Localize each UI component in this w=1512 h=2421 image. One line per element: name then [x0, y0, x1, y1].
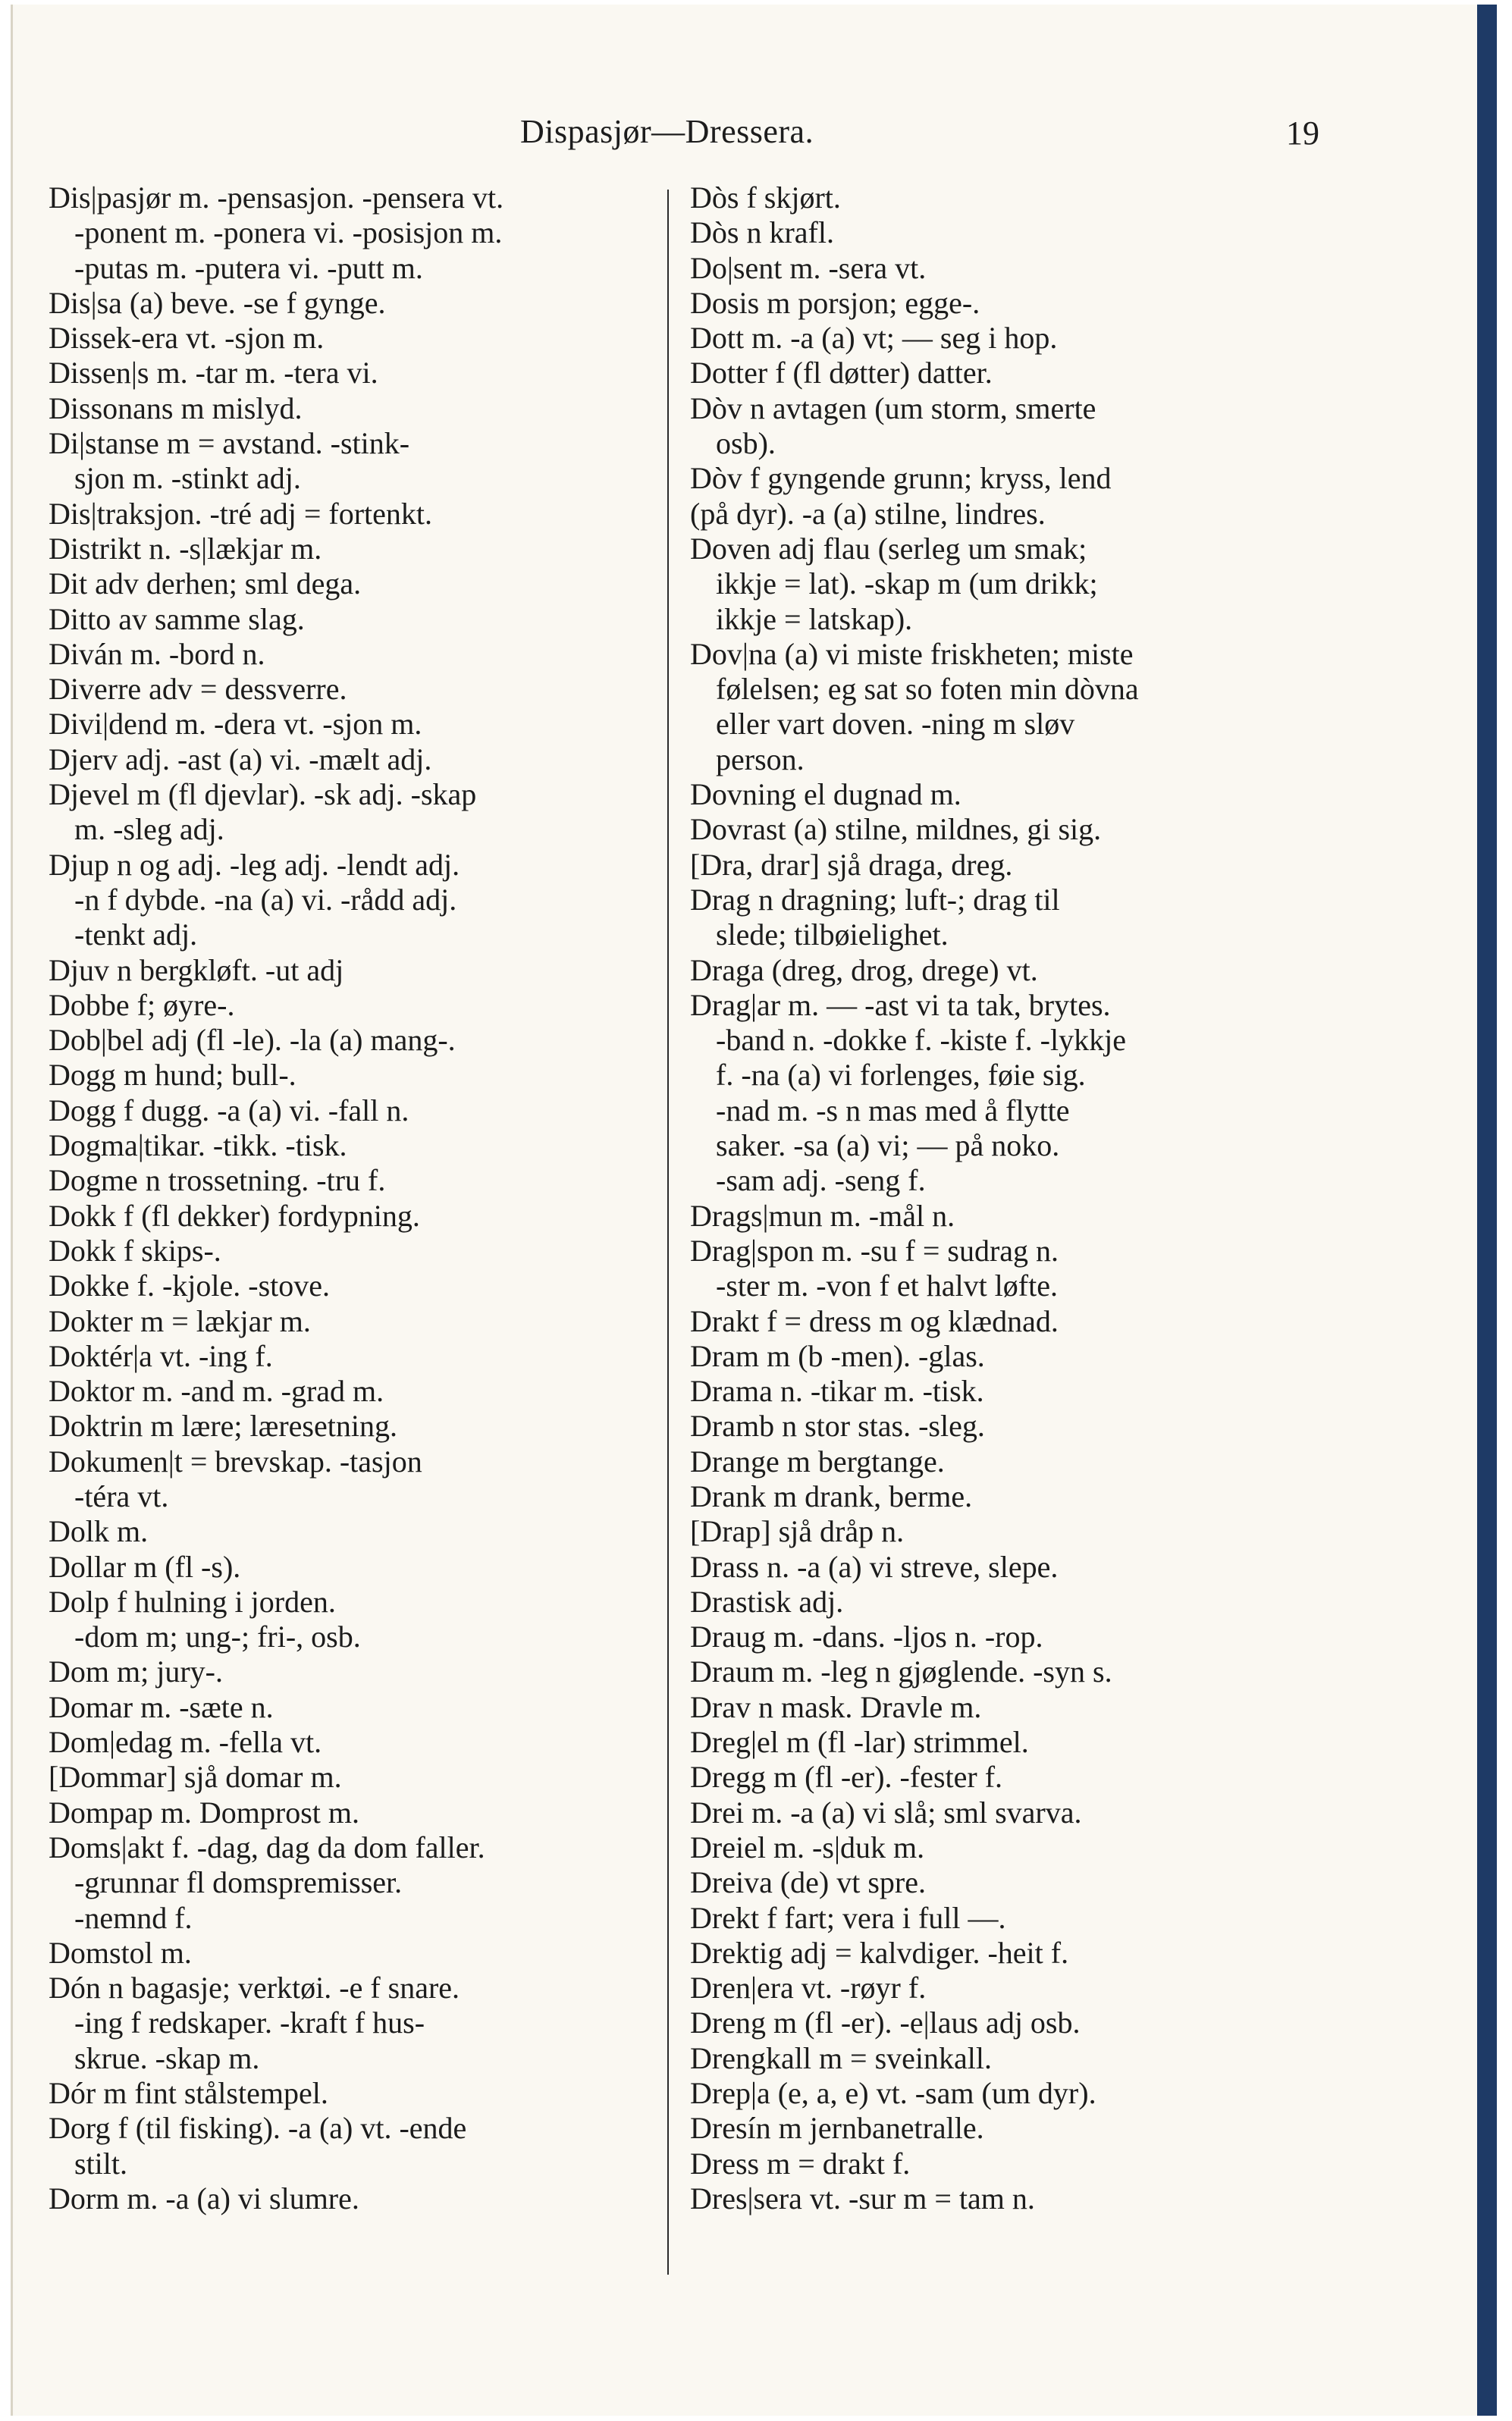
entry-line: Diverre adv = dessverre. [49, 672, 347, 707]
entry-line: Drei m. -a (a) vi slå; sml svarva. [690, 1795, 1082, 1830]
entry-line: Djup n og adj. -leg adj. -lendt adj. [49, 847, 460, 882]
entry-line: Dress m = drakt f. [690, 2146, 911, 2181]
entry-line: Dokumen|t = brevskap. -tasjon [49, 1444, 422, 1479]
entry-line: følelsen; eg sat so foten min dòvna [716, 672, 1139, 707]
entry-line: Distrikt n. -s|lækjar m. [49, 531, 322, 566]
entry-line: Dompap m. Domprost m. [49, 1795, 359, 1830]
entry-line: Dón n bagasje; verktøi. -e f snare. [49, 1971, 460, 2005]
entry-line: -tenkt adj. [74, 917, 198, 952]
entry-line: -nemnd f. [74, 1900, 193, 1935]
entry-line: Dokk f (fl dekker) fordypning. [49, 1198, 420, 1233]
entry-line: -ster m. -von f et halvt løfte. [716, 1269, 1058, 1303]
entry-line: Dit adv derhen; sml dega. [49, 566, 362, 601]
entry-line: Dokke f. -kjole. -stove. [49, 1269, 331, 1303]
entry-line: Drep|a (e, a, e) vt. -sam (um dyr). [690, 2076, 1096, 2111]
entry-line: Dòs f skjørt. [690, 180, 841, 215]
entry-line: Dogg f dugg. -a (a) vi. -fall n. [49, 1093, 409, 1127]
running-header: Dispasjør—Dressera. [520, 113, 814, 150]
entry-line: Draug m. -dans. -ljos n. -rop. [690, 1620, 1043, 1654]
entry-line: Djerv adj. -ast (a) vi. -mælt adj. [49, 742, 432, 776]
entry-line: osb). [716, 426, 776, 461]
entry-line: -sam adj. -seng f. [716, 1163, 926, 1198]
entry-line: Dorg f (til fisking). -a (a) vt. -ende [49, 2111, 467, 2146]
entry-line: Dreiel m. -s|duk m. [690, 1830, 925, 1864]
entry-line: slede; tilbøielighet. [716, 917, 949, 952]
entry-line: Dogg m hund; bull-. [49, 1058, 296, 1093]
entry-line: Dov|na (a) vi miste friskheten; miste [690, 636, 1134, 671]
right-column [690, 180, 1319, 2216]
entry-line: Domstol m. [49, 1935, 192, 1970]
entry-line: Dotter f (fl døtter) datter. [690, 356, 993, 390]
entry-line: -ing f redskaper. -kraft f hus- [74, 2005, 425, 2040]
entry-line: Drag n dragning; luft-; drag til [690, 882, 1060, 917]
entry-line: Dòs n krafl. [690, 215, 834, 250]
entry-line: Dokter m = lækjar m. [49, 1303, 311, 1338]
entry-line: -putas m. -putera vi. -putt m. [74, 250, 423, 285]
entry-line: -ponent m. -ponera vi. -posisjon m. [74, 215, 503, 250]
entry-line: Dobbe f; øyre-. [49, 987, 235, 1022]
entry-line: Dramb n stor stas. -sleg. [690, 1409, 985, 1444]
entry-line: ikkje = latskap). [716, 601, 913, 636]
entry-line: Dór m fint stålstempel. [49, 2076, 328, 2111]
entry-line: ikkje = lat). -skap m (um drikk; [716, 566, 1098, 601]
entry-line: Drama n. -tikar m. -tisk. [690, 1374, 984, 1409]
entry-line: Drag|ar m. — -ast vi ta tak, brytes. [690, 987, 1111, 1022]
entry-line: Drekt f fart; vera i full —. [690, 1900, 1006, 1935]
entry-line: Draum m. -leg n gjøglende. -syn s. [690, 1654, 1112, 1689]
entry-line: Drastisk adj. [690, 1584, 844, 1619]
entry-line: skrue. -skap m. [74, 2040, 260, 2075]
entry-line: Dolk m. [49, 1514, 149, 1549]
entry-line: -dom m; ung-; fri-, osb. [74, 1620, 361, 1654]
entry-line: Drektig adj = kalvdiger. -heit f. [690, 1935, 1069, 1970]
entry-line: Dren|era vt. -røyr f. [690, 1971, 927, 2005]
entry-line: Dollar m (fl -s). [49, 1549, 241, 1584]
entry-line: -n f dybde. -na (a) vi. -rådd adj. [74, 882, 457, 917]
entry-line: Djevel m (fl djevlar). -sk adj. -skap [49, 777, 477, 812]
entry-line: Dissen|s m. -tar m. -tera vi. [49, 356, 378, 390]
entry-line: stilt. [74, 2146, 128, 2181]
entry-line: Drav n mask. Dravle m. [690, 1689, 982, 1724]
page-number: 19 [1286, 114, 1319, 152]
entry-line: Dovrast (a) stilne, mildnes, gi sig. [690, 812, 1102, 847]
entry-line: Dreng m (fl -er). -e|laus adj osb. [690, 2005, 1081, 2040]
entry-line: sjon m. -stinkt adj. [74, 461, 301, 496]
entry-line: Doktor m. -and m. -grad m. [49, 1374, 384, 1409]
entry-line: -téra vt. [74, 1479, 169, 1513]
entry-line: Dis|traksjon. -tré adj = fortenkt. [49, 496, 432, 531]
entry-line: Diván m. -bord n. [49, 636, 265, 671]
entry-line: -nad m. -s n mas med å flytte [716, 1093, 1070, 1127]
entry-line: Doktrin m lære; læresetning. [49, 1409, 397, 1444]
entry-line: Dreg|el m (fl -lar) strimmel. [690, 1725, 1029, 1760]
entry-line: Dob|bel adj (fl -le). -la (a) mang-. [49, 1023, 456, 1058]
entry-line: eller vart doven. -ning m sløv [716, 707, 1075, 742]
entry-line: [Dra, drar] sjå draga, dreg. [690, 847, 1013, 882]
entry-line: Dokk f skips-. [49, 1233, 221, 1268]
entry-line: -grunnar fl domspremisser. [74, 1865, 403, 1900]
entry-line: Dorm m. -a (a) vi slumre. [49, 2181, 359, 2216]
entry-line: Domar m. -sæte n. [49, 1689, 274, 1724]
entry-line: Drange m bergtange. [690, 1444, 945, 1479]
entry-line: Doms|akt f. -dag, dag da dom faller. [49, 1830, 485, 1864]
entry-line: saker. -sa (a) vi; — på noko. [716, 1128, 1060, 1163]
entry-line: Dissonans m mislyd. [49, 390, 303, 425]
entry-line: Dogme n trossetning. -tru f. [49, 1163, 386, 1198]
entry-line: Dòv f gyngende grunn; kryss, lend [690, 461, 1112, 496]
entry-line: Do|sent m. -sera vt. [690, 250, 927, 285]
entry-line: Drengkall m = sveinkall. [690, 2040, 993, 2075]
entry-line: Dres|sera vt. -sur m = tam n. [690, 2181, 1035, 2216]
entry-line: Dreiva (de) vt spre. [690, 1865, 926, 1900]
entry-line: Drags|mun m. -mål n. [690, 1198, 955, 1233]
entry-line: person. [716, 742, 805, 776]
entry-line: Di|stanse m = avstand. -stink- [49, 426, 410, 461]
entry-line: Dis|pasjør m. -pensasjon. -pensera vt. [49, 180, 504, 215]
entry-line: Dis|sa (a) beve. -se f gynge. [49, 285, 386, 320]
entry-line: Draga (dreg, drog, drege) vt. [690, 952, 1038, 987]
entry-line: Doven adj flau (serleg um smak; [690, 531, 1087, 566]
entry-line: Dom m; jury-. [49, 1654, 223, 1689]
entry-line: Drass n. -a (a) vi streve, slepe. [690, 1549, 1059, 1584]
entry-line: Dom|edag m. -fella vt. [49, 1725, 322, 1760]
entry-line: Dosis m porsjon; egge-. [690, 285, 980, 320]
entry-line: Dregg m (fl -er). -fester f. [690, 1760, 1003, 1795]
left-column [49, 180, 663, 2216]
entry-line: Drakt f = dress m og klædnad. [690, 1303, 1059, 1338]
entry-line: f. -na (a) vi forlenges, føie sig. [716, 1058, 1086, 1093]
entry-line: Djuv n bergkløft. -ut adj [49, 952, 344, 987]
entry-line: Dovning el dugnad m. [690, 777, 961, 812]
entry-line: Dogma|tikar. -tikk. -tisk. [49, 1128, 347, 1163]
entry-line: Dòv n avtagen (um storm, smerte [690, 390, 1096, 425]
entry-line: Drank m drank, berme. [690, 1479, 973, 1513]
entry-line: Drag|spon m. -su f = sudrag n. [690, 1233, 1059, 1268]
entry-line: [Dommar] sjå domar m. [49, 1760, 342, 1795]
entry-line: [Drap] sjå dråp n. [690, 1514, 905, 1549]
entry-line: Dissek-era vt. -sjon m. [49, 321, 325, 356]
entry-line: Doktér|a vt. -ing f. [49, 1338, 273, 1373]
entry-line: m. -sleg adj. [74, 812, 224, 847]
entry-line: Dram m (b -men). -glas. [690, 1338, 985, 1373]
entry-line: (på dyr). -a (a) stilne, lindres. [690, 496, 1046, 531]
entry-line: Ditto av samme slag. [49, 601, 305, 636]
column-divider [667, 190, 669, 2275]
entry-line: Divi|dend m. -dera vt. -sjon m. [49, 707, 422, 742]
entry-line: Dolp f hulning i jorden. [49, 1584, 336, 1619]
entry-line: Dresín m jernbanetralle. [690, 2111, 984, 2146]
entry-line: -band n. -dokke f. -kiste f. -lykkje [716, 1023, 1126, 1058]
entry-line: Dott m. -a (a) vt; — seg i hop. [690, 321, 1058, 356]
